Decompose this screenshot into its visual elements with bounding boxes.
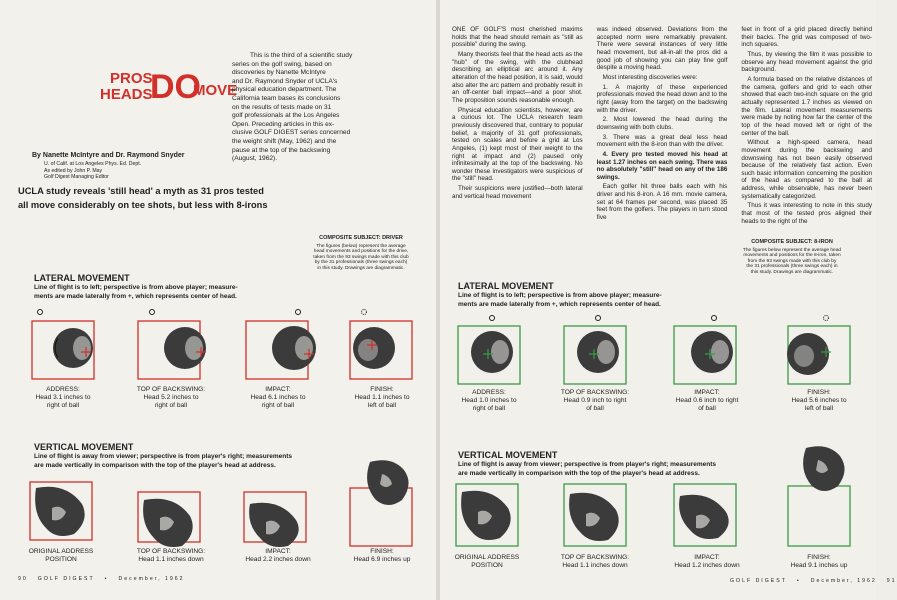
left-folio: 90 GOLF DIGEST • December, 1962 — [18, 576, 185, 582]
vertical-subtitle: Line of flight is away from viewer; perspective is from player's right; measurements are made vertically in comparison with the top of the player's head at address. — [34, 453, 293, 469]
ball-marker — [38, 310, 43, 315]
lateral-subtitle: Line of flight is to left; perspective is from above player; measure- ments are made laterally from +, which represents center of head. — [458, 292, 662, 308]
vertical-caption-top-backswing: TOP OF BACKSWING: Head 1.1 inches down — [136, 548, 206, 563]
body-column-2: was indeed observed. Deviations from the accepted norm were remarkably prevalent. There were several instances of very little head movement, but all-in-all the pros did a good job of showing you can play fine golf despite a moving head. Most interesting discoveries were: 1. A majority of these experienced professionals moved the head down and to the right (away from the target) on the backswing with the driver. 2. Most lowered the head during the downswing with both clubs. 3. There was a great deal less head movement with the 8-iron than with the driver. 4. Every pro tested moved his head at least 1.27 inches on each swing. There was no absolutely "still" head on any of the 186 swings. Each golfer hit three balls each with his driver and his 8-iron. A 16 mm. movie camera, set at 64 frames per second, was placed 35 feet from the golfers. The players in turn stood five — [596, 26, 728, 222]
body-column-1: ONE OF GOLF'S most cherished maxims holds that the head should remain as "still as possible" during the swing. Many theorists feel that the head acts as the "hub" of the swing, with the clubhead describing an elliptical arc around it. Any alteration of the head position, it is said, would also alter the arc pattern and probably result in an off-center ball impact—and a poor shot. The proposition sounds reasonable enough. Physical education scientists, however, are a curious lot. The UCLA research team previously discovered that, contrary to popular belief, a majority of 31 golf professionals, tested on scales and before a grid at Los Angeles, (1) kept most of their weight to the right at impact and (2) paused only infinitesimally at the top of the backswing. No wonder these investigators were suspicious of the "still" head. Their suspicions were justified—both lateral and vertical head movement — [452, 26, 583, 200]
byline-edited: As edited by John P. May — [44, 167, 103, 174]
vertical-caption-address: ORIGINAL ADDRESS POSITION — [454, 554, 520, 569]
title-word-pros: PROS — [110, 70, 153, 87]
lateral-address-panel — [458, 316, 520, 385]
vertical-heading: VERTICAL MOVEMENT — [34, 442, 134, 452]
vertical-caption-address: ORIGINAL ADDRESS POSITION — [28, 548, 94, 563]
lateral-impact-panel — [246, 310, 316, 380]
lateral-caption-impact: IMPACT: Head 0.6 inch to right of ball — [675, 389, 739, 412]
lateral-heading: LATERAL MOVEMENT — [458, 281, 554, 291]
lateral-caption-address: ADDRESS: Head 3.1 inches to right of ball — [35, 386, 91, 409]
composite-note-8-iron: COMPOSITE SUBJECT: 8-IRON The figures below represent the average head movements and positions for the 8-iron, taken from the 93 swings made with this club by the 31 professionals (three swings each) in this study. Drawings are diagrammatic. — [742, 239, 842, 275]
lateral-caption-finish: FINISH: Head 5.6 inches to left of ball — [791, 389, 847, 412]
vertical-top-backswing-panel — [564, 484, 626, 546]
body-column-3: feet in front of a grid placed directly behind their backs. The grid was composed of two-inch squares. Thus, by viewing the film it was possible to observe any head movement against the grid background. A formula based on the relative distances of the camera, golfers and grid to each other showed that each two-inch square on the grid actually represented 1.7 inches as viewed on the film. Lateral movement measurements were made by noting how far the center of the top of the head moved left or right of the center of the ball. Without a high-speed camera, head movement during the backswing and downswing has not been easily observed because of the relatively fast action. Even such basic information concerning the position of the head as compared to the ball at address, while observable, has never been systematically categorized. Thus it was interesting to note in this study that most of the tested pros aligned their heads to the right of the — [741, 26, 873, 225]
vertical-caption-impact: IMPACT: Head 2.2 inches down — [245, 548, 311, 563]
title-word-heads: HEADS — [100, 86, 153, 103]
vertical-caption-top-backswing: TOP OF BACKSWING: Head 1.1 inches down — [560, 554, 630, 569]
vertical-address-panel — [456, 484, 518, 546]
byline-authors: By Nanette McIntyre and Dr. Raymond Snyder — [32, 152, 185, 159]
lateral-8-iron-drawings — [440, 308, 876, 392]
lateral-impact-panel — [674, 316, 736, 385]
byline-affiliation: U. of Calif. at Los Angeles Phys. Ed. Dept. — [44, 161, 142, 167]
deck-headline: UCLA study reveals 'still head' a myth as 31 pros tested all move considerably on tee shots, but less with 8-irons — [18, 186, 268, 210]
article-title — [80, 68, 238, 106]
right-folio: GOLF DIGEST • December, 1962 91 — [730, 578, 897, 584]
title-word-move: MOVE — [193, 82, 238, 99]
lateral-subtitle: Line of flight is to left; perspective is from above player; measure- ments are made laterally from +, which represents center of head. — [34, 284, 238, 300]
lateral-top-backswing-panel — [564, 316, 626, 385]
vertical-heading: VERTICAL MOVEMENT — [458, 450, 558, 460]
vertical-address-panel — [30, 482, 92, 540]
right-page — [440, 0, 897, 600]
vertical-top-backswing-panel — [138, 492, 200, 547]
lateral-caption-finish: FINISH: Head 1.1 inches to left of ball — [354, 386, 410, 409]
vertical-finish-panel — [350, 460, 412, 546]
lateral-caption-impact: IMPACT: Head 6.1 inches to right of ball — [250, 386, 306, 409]
lateral-heading: LATERAL MOVEMENT — [34, 273, 130, 283]
lateral-top-backswing-panel — [138, 310, 206, 380]
vertical-caption-finish: FINISH: Head 9.1 inches up — [790, 554, 848, 569]
lateral-address-panel — [32, 310, 94, 380]
lateral-finish-panel — [350, 310, 412, 380]
vertical-subtitle: Line of flight is away from viewer; perspective is from player's right; measurements are made vertically in comparison with the top of the player's head at address. — [458, 461, 717, 477]
lateral-caption-top-backswing: TOP OF BACKSWING: Head 0.9 inch to right of ball — [560, 389, 630, 412]
lateral-caption-top-backswing: TOP OF BACKSWING: Head 5.2 inches to right of ball — [136, 386, 206, 409]
composite-note-driver: COMPOSITE SUBJECT: DRIVER The figures (below) represent the average head movements and positions for the drive, taken from the 93 swings made with this club by the 31 professionals (three swings each) in this study. Drawings are diagrammatic. — [313, 235, 409, 271]
lateral-driver-drawings — [0, 300, 436, 390]
lateral-caption-address: ADDRESS: Head 1.0 inches to right of ball — [461, 389, 517, 412]
byline-editor: Golf Digest Managing Editor — [44, 174, 109, 181]
title-word-do: DO — [150, 68, 201, 106]
vertical-caption-finish: FINISH: Head 6.9 inches up — [353, 548, 411, 563]
intro-paragraph: This is the third of a scientific study series on the golf swing, based on discoveries by Nanette McIntyre and Dr. Raymond Snyder of UCLA's physical education department. The California team bases its conclusions on the results of tests made on 31 golf professionals at the Los Angeles Open. Preceding articles in this ex- clusive GOLF DIGEST series concerned the weight shift (May, 1962) and the pause at the top of the backswing (August, 1962). — [232, 52, 353, 163]
vertical-finish-panel — [788, 446, 850, 546]
vertical-impact-panel — [244, 492, 306, 547]
left-page — [0, 0, 436, 600]
vertical-impact-panel — [674, 484, 736, 546]
article-body — [452, 26, 872, 266]
lateral-finish-panel — [787, 316, 850, 385]
vertical-caption-impact: IMPACT: Head 1.2 inches down — [674, 554, 740, 569]
vertical-driver-drawings — [0, 448, 436, 548]
byline — [32, 152, 232, 181]
vertical-8-iron-drawings — [440, 440, 876, 552]
